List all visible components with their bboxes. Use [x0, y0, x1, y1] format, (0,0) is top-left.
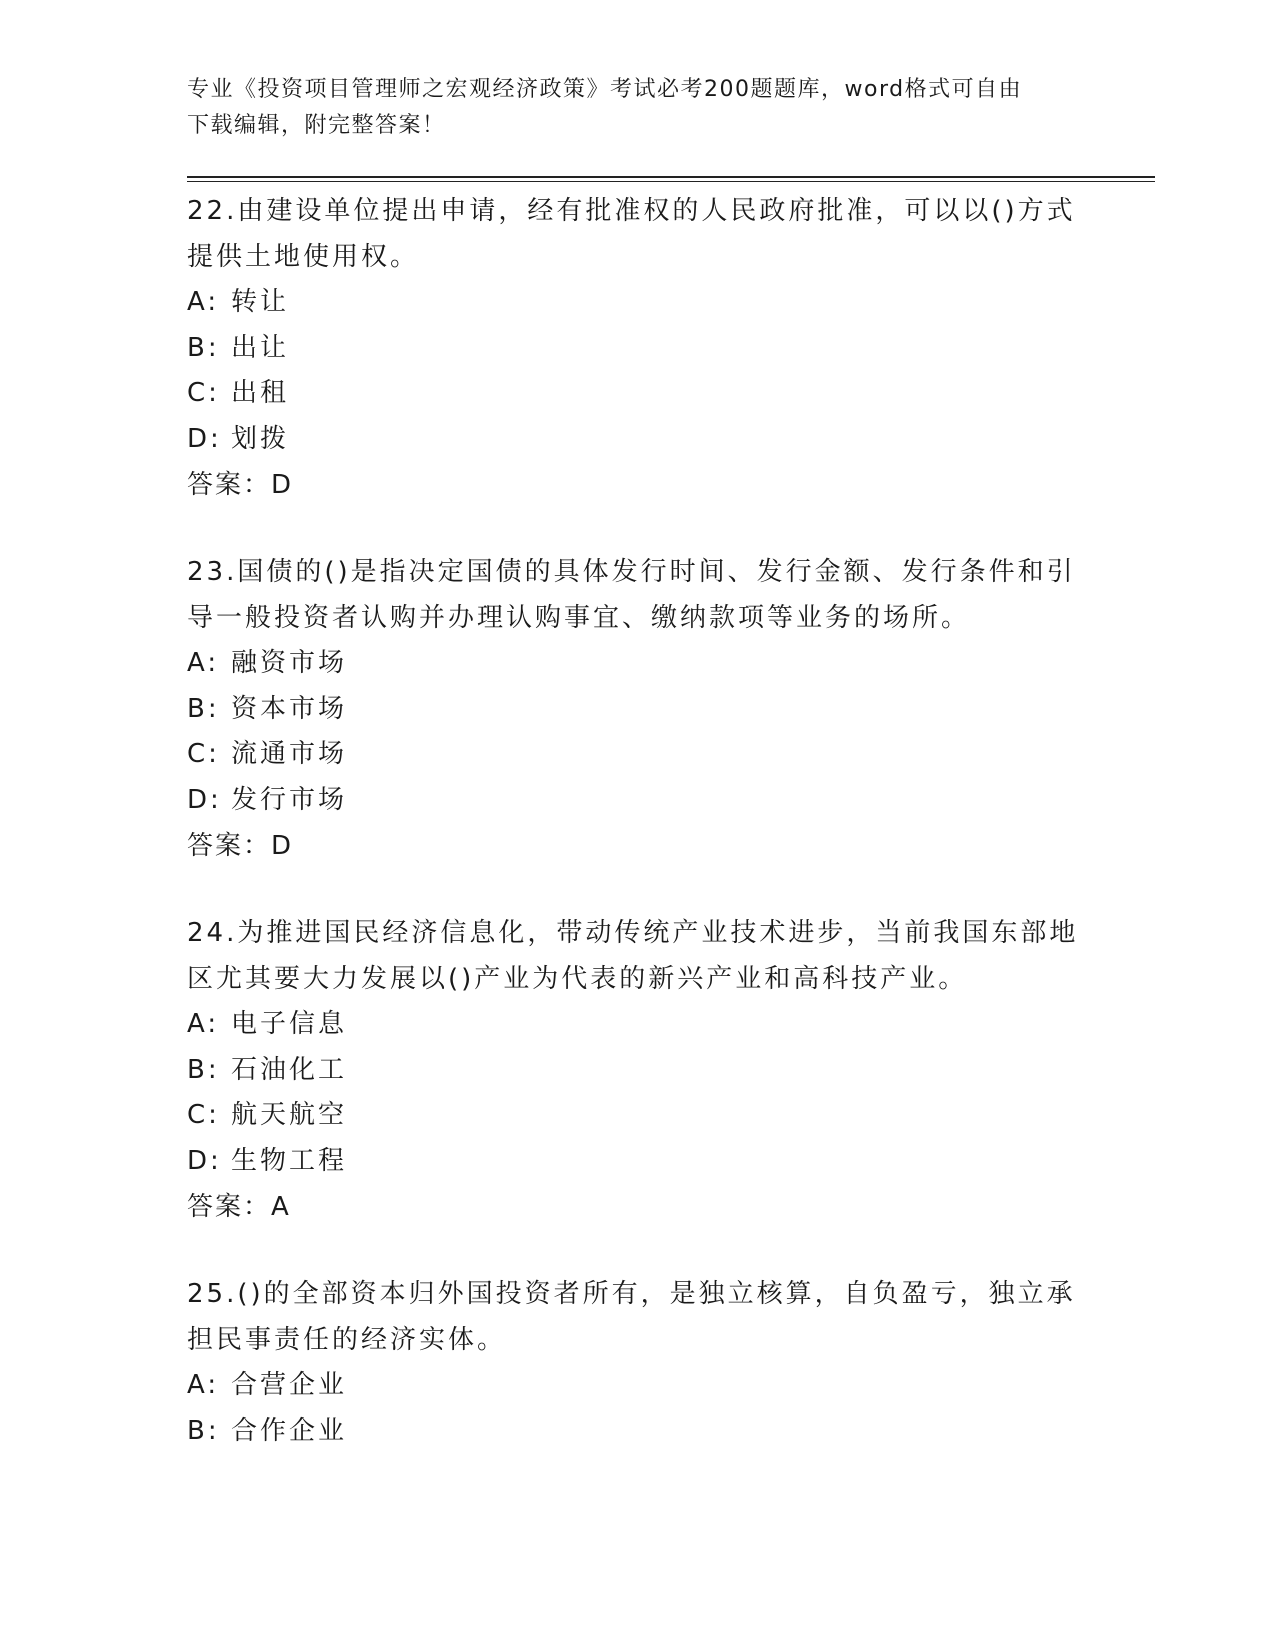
option-text: 生物工程 [231, 1145, 348, 1176]
option-letter: D: [187, 1145, 222, 1176]
header-line-1: 专业《投资项目管理师之宏观经济政策》考试必考200题题库，word格式可自由 [187, 77, 1023, 102]
option-b [187, 687, 1087, 733]
option-text: 流通市场 [231, 739, 348, 769]
header-divider-thick [187, 176, 1155, 178]
option-c [187, 1093, 1087, 1139]
option-letter: C: [187, 1100, 220, 1130]
option-text: 合营企业 [231, 1370, 348, 1400]
question-24 [187, 910, 1087, 1230]
question-25 [187, 1271, 1087, 1454]
option-letter: A: [187, 1370, 220, 1400]
option-letter: B: [187, 693, 220, 724]
question-23 [187, 549, 1087, 869]
question-list [187, 188, 1087, 1495]
option-c [187, 732, 1087, 778]
answer-line: 答案：A [187, 1192, 291, 1222]
document-header [187, 72, 1067, 144]
option-c [187, 371, 1087, 417]
question-stem-line-2: 区尤其要大力发展以()产业为代表的新兴产业和高科技产业。 [187, 964, 968, 994]
option-text: 航天航空 [231, 1100, 348, 1130]
option-b [187, 1048, 1087, 1094]
option-letter: A: [187, 1009, 220, 1039]
question-stem-line-1: 23.国债的()是指决定国债的具体发行时间、发行金额、发行条件和引 [187, 557, 1076, 587]
answer-line: 答案：D [187, 831, 294, 861]
option-text: 划拨 [231, 423, 290, 454]
option-text: 电子信息 [231, 1009, 348, 1039]
question-stem-line-2: 提供土地使用权。 [187, 242, 420, 272]
option-b [187, 1409, 1087, 1455]
option-letter: A: [187, 287, 220, 317]
option-letter: C: [187, 739, 220, 769]
option-text: 发行市场 [231, 784, 348, 815]
option-a [187, 280, 1087, 326]
option-a [187, 1002, 1087, 1048]
answer-line: 答案：D [187, 470, 294, 500]
header-divider-thin [187, 181, 1155, 182]
option-letter: B: [187, 1054, 220, 1085]
question-stem-line-2: 导一般投资者认购并办理认购事宜、缴纳款项等业务的场所。 [187, 603, 971, 633]
option-text: 转让 [231, 287, 290, 317]
question-stem-line-2: 担民事责任的经济实体。 [187, 1325, 507, 1355]
option-text: 合作企业 [231, 1415, 348, 1446]
option-d [187, 417, 1087, 463]
option-letter: D: [187, 423, 222, 454]
option-a [187, 1363, 1087, 1409]
option-b [187, 326, 1087, 372]
option-text: 出租 [231, 378, 290, 408]
question-stem-line-1: 22.由建设单位提出申请，经有批准权的人民政府批准，可以以()方式 [187, 196, 1076, 226]
option-letter: C: [187, 378, 220, 408]
option-letter: D: [187, 784, 222, 815]
option-d [187, 778, 1087, 824]
option-letter: A: [187, 648, 220, 678]
header-line-2: 下载编辑，附完整答案！ [187, 113, 446, 138]
option-letter: B: [187, 332, 220, 363]
option-d [187, 1139, 1087, 1185]
option-text: 融资市场 [231, 648, 348, 678]
question-22 [187, 188, 1087, 508]
option-letter: B: [187, 1415, 220, 1446]
question-stem-line-1: 25.()的全部资本归外国投资者所有，是独立核算，自负盈亏，独立承 [187, 1279, 1076, 1309]
option-text: 石油化工 [231, 1054, 348, 1085]
option-a [187, 641, 1087, 687]
question-stem-line-1: 24.为推进国民经济信息化，带动传统产业技术进步，当前我国东部地 [187, 918, 1079, 948]
option-text: 资本市场 [231, 693, 348, 724]
option-text: 出让 [231, 332, 290, 363]
